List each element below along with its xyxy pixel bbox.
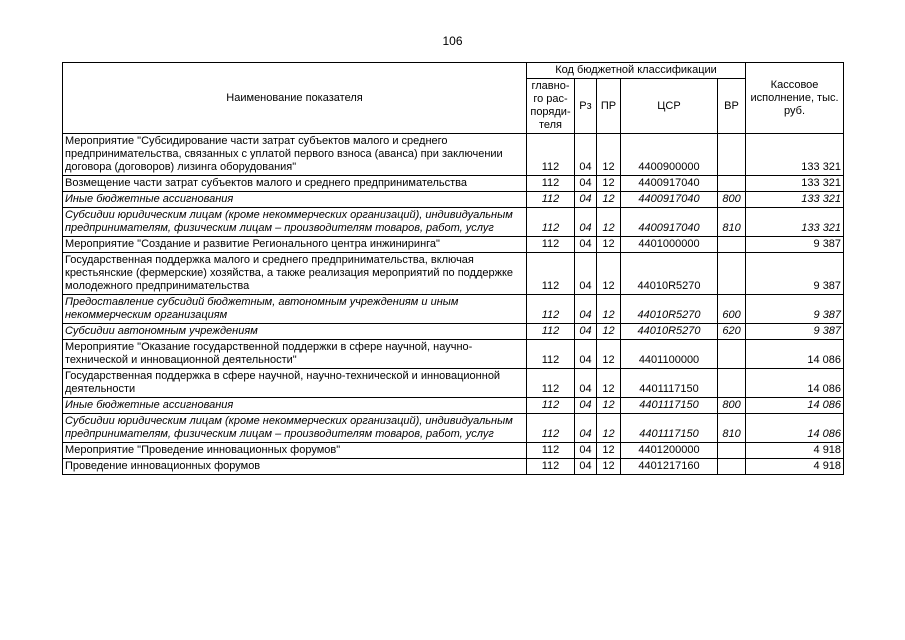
row-rz: 04	[575, 443, 597, 459]
row-csr: 4401217160	[621, 459, 718, 475]
row-amount: 9 387	[746, 324, 844, 340]
row-vr	[718, 176, 746, 192]
row-rz: 04	[575, 340, 597, 369]
row-vr	[718, 369, 746, 398]
table-row	[63, 192, 844, 208]
row-amount: 9 387	[746, 253, 844, 295]
row-admin: 112	[527, 414, 575, 443]
row-vr: 810	[718, 414, 746, 443]
row-amount: 133 321	[746, 134, 844, 176]
row-csr: 44010R5270	[621, 253, 718, 295]
row-csr: 4400917040	[621, 176, 718, 192]
page-number: 106	[442, 34, 463, 48]
row-admin: 112	[527, 340, 575, 369]
row-name: Мероприятие "Оказание государственной поддержки в сфере научной, научно-технической и инновационной деятельности"	[63, 340, 527, 369]
table-row	[63, 340, 844, 369]
row-csr: 44010R5270	[621, 324, 718, 340]
row-pr: 12	[597, 369, 621, 398]
table-row	[63, 295, 844, 324]
row-rz: 04	[575, 253, 597, 295]
row-pr: 12	[597, 237, 621, 253]
row-amount: 14 086	[746, 369, 844, 398]
row-admin: 112	[527, 134, 575, 176]
header-csr: ЦСР	[621, 79, 718, 134]
row-csr: 4400917040	[621, 208, 718, 237]
row-admin: 112	[527, 398, 575, 414]
row-name: Государственная поддержка малого и среднего предпринимательства, включая крестьянские (фермерские) хозяйства, а также реализация мероприятий по поддержке молодежного предпринимательства	[63, 253, 527, 295]
row-pr: 12	[597, 459, 621, 475]
row-pr: 12	[597, 208, 621, 237]
row-csr: 4401117150	[621, 369, 718, 398]
row-vr	[718, 443, 746, 459]
table-row	[63, 134, 844, 176]
row-rz: 04	[575, 237, 597, 253]
row-name: Субсидии юридическим лицам (кроме некоммерческих организаций), индивидуальным предпринимателям, физическим лицам – производителям товаров, работ, услуг	[63, 208, 527, 237]
table-row	[63, 443, 844, 459]
row-pr: 12	[597, 414, 621, 443]
row-rz: 04	[575, 208, 597, 237]
row-admin: 112	[527, 369, 575, 398]
table-row	[63, 459, 844, 475]
row-name: Мероприятие "Проведение инновационных форумов"	[63, 443, 527, 459]
row-name: Предоставление субсидий бюджетным, автономным учреждениям и иным некоммерческим организациям	[63, 295, 527, 324]
row-admin: 112	[527, 295, 575, 324]
row-amount: 14 086	[746, 398, 844, 414]
row-vr: 600	[718, 295, 746, 324]
row-admin: 112	[527, 237, 575, 253]
row-admin: 112	[527, 208, 575, 237]
row-pr: 12	[597, 443, 621, 459]
row-amount: 133 321	[746, 208, 844, 237]
row-vr	[718, 237, 746, 253]
row-rz: 04	[575, 324, 597, 340]
row-rz: 04	[575, 414, 597, 443]
row-name: Проведение инновационных форумов	[63, 459, 527, 475]
row-csr: 4401200000	[621, 443, 718, 459]
table-row	[63, 237, 844, 253]
row-vr	[718, 253, 746, 295]
budget-table	[62, 62, 844, 475]
row-name: Иные бюджетные ассигнования	[63, 398, 527, 414]
row-vr: 620	[718, 324, 746, 340]
row-pr: 12	[597, 192, 621, 208]
row-csr: 44010R5270	[621, 295, 718, 324]
row-rz: 04	[575, 192, 597, 208]
header-name: Наименование показателя	[63, 63, 527, 134]
row-vr	[718, 459, 746, 475]
row-amount: 14 086	[746, 340, 844, 369]
row-csr: 4401117150	[621, 414, 718, 443]
row-pr: 12	[597, 340, 621, 369]
header-vr: ВР	[718, 79, 746, 134]
row-rz: 04	[575, 398, 597, 414]
row-name: Субсидии автономным учреждениям	[63, 324, 527, 340]
row-name: Государственная поддержка в сфере научной, научно-технической и инновационной деятельности	[63, 369, 527, 398]
row-admin: 112	[527, 443, 575, 459]
table-body	[63, 134, 844, 475]
row-vr	[718, 134, 746, 176]
row-rz: 04	[575, 134, 597, 176]
row-pr: 12	[597, 398, 621, 414]
row-name: Возмещение части затрат субъектов малого и среднего предпринимательства	[63, 176, 527, 192]
row-name: Мероприятие "Создание и развитие Регионального центра инжиниринга"	[63, 237, 527, 253]
header-code-group: Код бюджетной классификации	[527, 63, 746, 79]
header-amount: Кассовое исполнение, тыс. руб.	[746, 63, 844, 134]
row-vr: 810	[718, 208, 746, 237]
row-amount: 4 918	[746, 459, 844, 475]
row-amount: 14 086	[746, 414, 844, 443]
row-pr: 12	[597, 253, 621, 295]
table-row	[63, 208, 844, 237]
row-csr: 4400917040	[621, 192, 718, 208]
row-csr: 4400900000	[621, 134, 718, 176]
table-row	[63, 324, 844, 340]
row-rz: 04	[575, 176, 597, 192]
row-admin: 112	[527, 324, 575, 340]
row-name: Иные бюджетные ассигнования	[63, 192, 527, 208]
row-name: Мероприятие "Субсидирование части затрат субъектов малого и среднего предпринимательства, связанных с уплатой первого взноса (аванса) при заключении договора (договоров) лизинга оборудования"	[63, 134, 527, 176]
table-row	[63, 369, 844, 398]
row-csr: 4401000000	[621, 237, 718, 253]
row-pr: 12	[597, 295, 621, 324]
row-vr: 800	[718, 192, 746, 208]
row-amount: 133 321	[746, 176, 844, 192]
row-admin: 112	[527, 253, 575, 295]
row-rz: 04	[575, 369, 597, 398]
row-admin: 112	[527, 192, 575, 208]
table-row	[63, 253, 844, 295]
row-vr: 800	[718, 398, 746, 414]
row-admin: 112	[527, 176, 575, 192]
row-name: Субсидии юридическим лицам (кроме некоммерческих организаций), индивидуальным предпринимателям, физическим лицам – производителям товаров, работ, услуг	[63, 414, 527, 443]
table-row	[63, 398, 844, 414]
header-rz: Рз	[575, 79, 597, 134]
row-rz: 04	[575, 295, 597, 324]
row-pr: 12	[597, 324, 621, 340]
row-amount: 9 387	[746, 237, 844, 253]
table-row	[63, 414, 844, 443]
row-csr: 4401100000	[621, 340, 718, 369]
row-admin: 112	[527, 459, 575, 475]
header-pr: ПР	[597, 79, 621, 134]
row-csr: 4401117150	[621, 398, 718, 414]
row-pr: 12	[597, 134, 621, 176]
row-amount: 133 321	[746, 192, 844, 208]
table-row	[63, 176, 844, 192]
row-amount: 9 387	[746, 295, 844, 324]
header-admin: главно-го рас-поряди-теля	[527, 79, 575, 134]
row-pr: 12	[597, 176, 621, 192]
row-vr	[718, 340, 746, 369]
row-amount: 4 918	[746, 443, 844, 459]
row-rz: 04	[575, 459, 597, 475]
